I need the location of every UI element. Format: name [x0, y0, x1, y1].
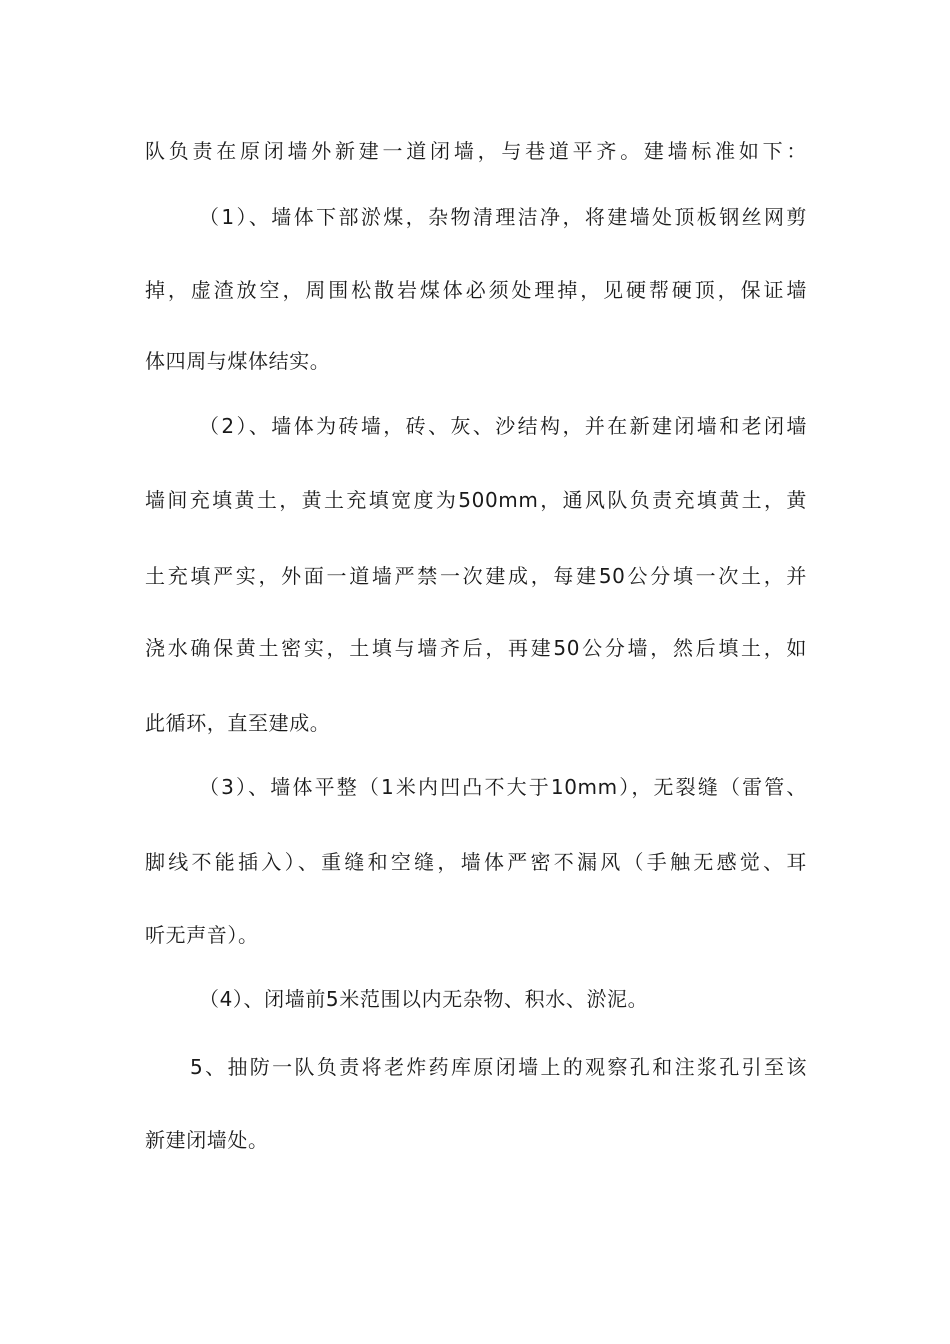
- text-line: （3）、墙体平整（1米内凹凸不大于10mm），无裂缝（雷管、: [199, 775, 807, 799]
- text-line: （1）、墙体下部淤煤，杂物清理洁净，将建墙处顶板钢丝网剪: [199, 205, 807, 229]
- text-line: 墙间充填黄土，黄土充填宽度为500mm，通风队负责充填黄土，黄: [145, 488, 807, 512]
- text-line: 体四周与煤体结实。: [145, 349, 331, 373]
- text-line: 新建闭墙处。: [145, 1128, 269, 1152]
- text-line: 5、抽防一队负责将老炸药库原闭墙上的观察孔和注浆孔引至该: [190, 1055, 807, 1079]
- text-line: （4）、闭墙前5米范围以内无杂物、积水、淤泥。: [199, 987, 649, 1011]
- text-line: 土充填严实，外面一道墙严禁一次建成，每建50公分填一次土，并: [145, 564, 807, 588]
- text-line: 脚线不能插入）、重缝和空缝，墙体严密不漏风（手触无感觉、耳: [145, 850, 807, 874]
- text-line: （2）、墙体为砖墙，砖、灰、沙结构，并在新建闭墙和老闭墙: [199, 414, 807, 438]
- text-line: 队负责在原闭墙外新建一道闭墙，与巷道平齐。建墙标准如下：: [145, 139, 807, 163]
- text-line: 浇水确保黄土密实，土填与墙齐后，再建50公分墙，然后填土，如: [145, 636, 807, 660]
- text-line: 此循环，直至建成。: [145, 711, 331, 735]
- text-line: 掉，虚渣放空，周围松散岩煤体必须处理掉，见硬帮硬顶，保证墙: [145, 278, 807, 302]
- text-line: 听无声音）。: [145, 923, 259, 947]
